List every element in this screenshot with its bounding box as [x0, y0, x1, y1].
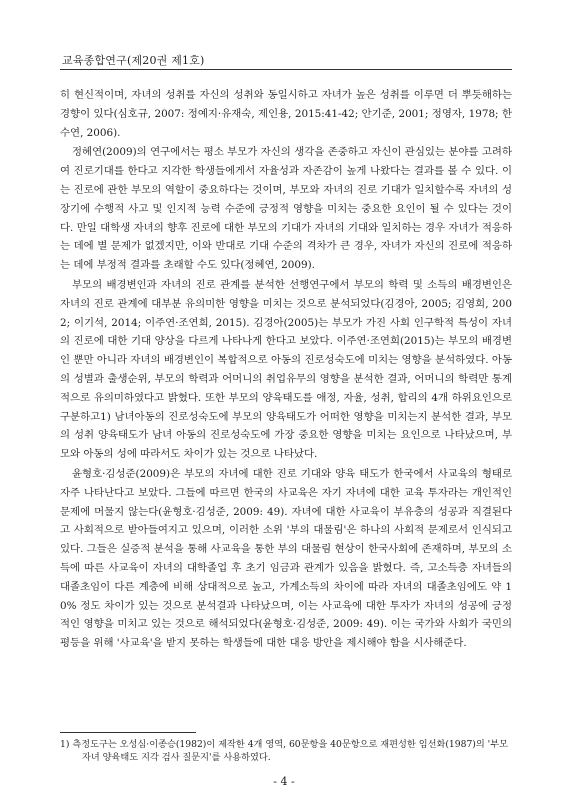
- footnote-divider: [60, 732, 196, 733]
- paragraph-1: 히 현신적이며, 자녀의 성취를 자신의 성취와 동일시하고 자녀가 높은 성취를 이루면 더 뿌듯해하는 경향이 있다(심호규, 2007: 정예지·유재숙, 제인용, 2015:41-42; 안기준, 2001; 정영자, 1978; 한수연, 2006).: [60, 89, 512, 139]
- paragraph-3: 부모의 배경변인과 자녀의 진로 관계를 분석한 선행연구에서 부모의 학력 및 소득의 배경변인은 자녀의 진로 관계에 대부분 유의미한 영향을 미치는 것으로 분석되었다(김경아, 2005; 김영희, 2002; 이기석, 2014; 이주연·조연희, 2015). 김경아(2005)는 부모가 가진 사회 인구학적 특성이 자녀의 진로에 대한 기대 양상을 다르게 나타나게 한다고 보았다. 이주연·조연희(2015)는 부모의 배경변인 뿐만 아니라 자녀의 배경변인이 복합적으로 아동의 진로성숙도에 미치는 영향을 분석하였다. 아동의 성별과 출생순위, 부모의 학력과 어머니의 취업유무의 영향을 분석한 결과, 어머니의 학력만 통계적으로 유의미하였다고 밝혔다. 또한 부모의 양육태도를 애정, 자율, 성취, 합리의 4개 하위요인으로 구분하고1) 남녀아동의 진로성숙도에 부모의 양육태도가 어떠한 영향을 미치는지 분석한 결과, 부모의 성취 양육태도가 남녀 아동의 진로성숙도에 가장 중요한 영향을 미치는 요인으로 나타났으며, 부모와 아동의 성에 따라서도 차이가 있는 것으로 나타났다.: [60, 278, 512, 461]
- paragraph-4: 윤형호·김성준(2009)은 부모의 자녀에 대한 진로 기대와 양육 태도가 한국에서 사교육의 형태로 자주 나타난다고 보았다. 그들에 따르면 한국의 사교육은 자기 자녀에 대한 교육 투자라는 개인적인 문제에 머물지 않는다(윤형호·김성준, 2009: 49). 자녀에 대한 사교육이 부유층의 성공과 직결된다고 사회적으로 받아들여지고 있으며, 이러한 소위 '부의 대물림'은 하나의 사회적 문제로서 인식되고 있다. 그들은 실증적 분석을 통해 사교육을 통한 부의 대물림 현상이 한국사회에 존재하며, 부모의 소득에 따른 사교육이 자녀의 대학졸업 후 초기 임금과 관계가 있음을 밝혔다. 즉, 고소득층 자녀들의 대졸초임이 다른 계층에 비해 상대적으로 높고, 가계소득의 차이에 따라 자녀의 대졸초임에도 약 10% 정도 차이가 있는 것으로 분석결과 나타났으며, 이는 사교육에 대한 투자가 자녀의 성공에 긍정적인 영향을 미치고 있는 것으로 해석되었다(윤형호·김성준, 2009: 49). 이는 국가와 사회가 국민의 평등을 위해 '사교육'을 받지 못하는 학생들에 대한 대응 방안을 제시해야 함을 시사해준다.: [60, 467, 512, 650]
- paragraph-2: 정혜연(2009)의 연구에서는 평소 부모가 자신의 생각을 존중하고 자신이 관심있는 분야를 고려하여 진로기대를 한다고 지각한 학생들에게서 자율성과 자존감이 높게 나왔다는 결과를 볼 수 있다. 이는 진로에 관한 부모의 역할이 중요하다는 것이며, 부모와 자녀의 진로 기대가 일치할수록 자녀의 성장기에 수행적 사고 및 인지적 능력 수준에 긍정적 영향을 미치는 중요한 요인이 될 수 있다는 것이다. 만일 대학생 자녀의 향후 진로에 대한 부모의 기대가 자녀의 기대와 일치하는 경우 자녀가 적응하는 데에 별 문제가 없겠지만, 이와 반대로 기대 수준의 격차가 큰 경우, 자녀가 자신의 진로에 적응하는 데에 부정적 결과를 초래할 수도 있다(정혜연, 2009).: [60, 146, 512, 272]
- footnote: 1) 측정도구는 오성심·이종승(1982)이 제작한 4개 영역, 60문항을 40문항으로 재편성한 임선화(1987)의 '부모 자녀 양육태도 지각 검사 질문지'를 사용하였다.: [60, 739, 508, 763]
- page-number: - 4 -: [273, 775, 295, 788]
- body-text: [60, 86, 512, 654]
- header-divider: [60, 69, 512, 70]
- running-header: 교육종합연구(제20권 제1호): [62, 54, 205, 67]
